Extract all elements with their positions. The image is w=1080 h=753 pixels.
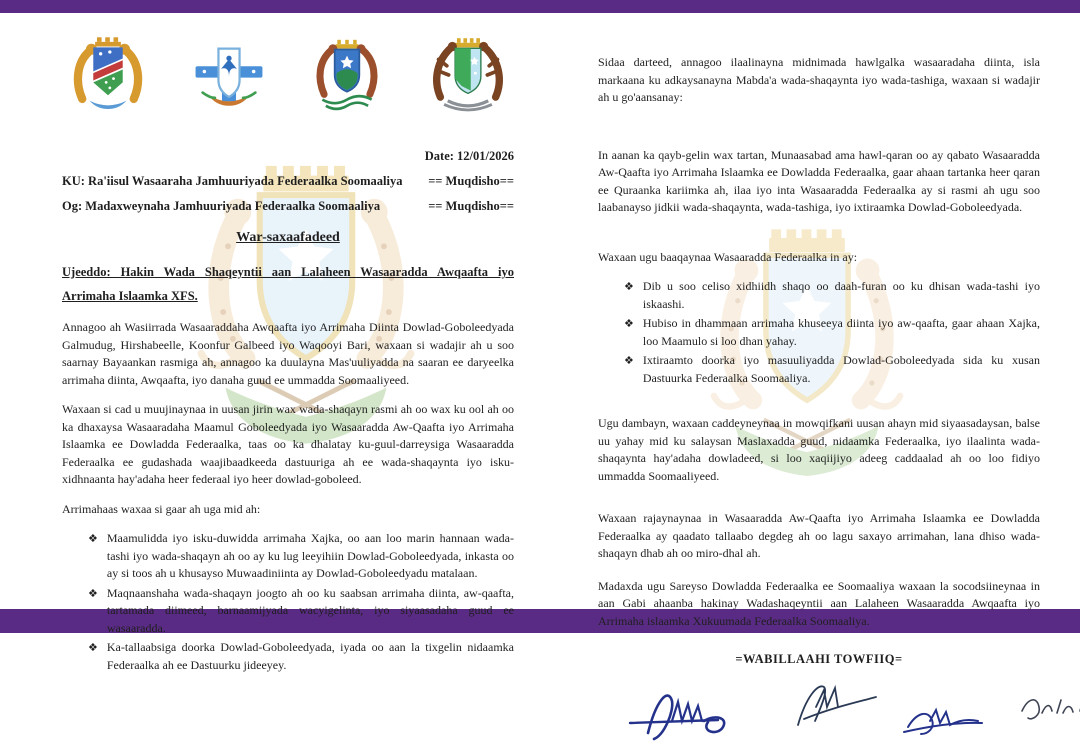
letter-page-1 (40, 13, 532, 672)
list-item: ❖ Hubiso in dhammaan arrimaha khuseeya diinta iyo aw-qaafta, gaar ahaan Xajka, loo Maamulo si loo dhan yahay. (624, 315, 1040, 350)
recipient-line-to (62, 174, 514, 189)
paragraph: Sidaa darteed, annagoo ilaalinayna midnimada hawlgalka wasaaradaha diinta, isla markaana ku adkaysanayna Mabda'a wada-shaqaynta iyo wada-tashiga, waxaan si wadajir ah u go'aansanay: (598, 55, 1040, 104)
state-emblems-row (62, 33, 514, 117)
paragraph: Waxaan si cad u muujinaynaa in uusan jirin wax wada-shaqayn rasmi ah oo wax ku ool ah oo ka dhaxaysa Wasaaradaha Maamul Goboleedyada iyo Wasaaradda Aw-Qaafta iyo Arrimaha Islaamka ee Dowladda Federaalka, taas oo ka dhalatay ku-guul-darreysiga Wasaaradda Federaalka ee gudashada waajibaadkeeda dastuuriga ah ee wada-shaqaynta iyo isku-xidhnaanta hay'adaha heer federaal iyo heer dowlad-goboleed. (62, 402, 514, 486)
list-item: ❖ Ka-tallaabsiga doorka Dowlad-Goboleedyada, iyada oo aan la tixgelin nidaamka Federaalka ah ee Dastuurku jideeyey. (88, 639, 514, 674)
subject-line: Ujeeddo: Hakin Wada Shaqeyntii aan Lalaheen Wasaaradda Awqaafta iyo Arrimaha Islaamka XFS. (62, 265, 514, 303)
hirshabelle-state-emblem (185, 34, 273, 116)
top-border-bar (0, 0, 1080, 13)
signature-3 (898, 693, 990, 739)
recipient-to-name: Ra'iisul Wasaaraha Jamhuuriyada Federaalka Soomaaliya (88, 174, 403, 188)
signatures-row (598, 671, 1040, 753)
paragraph: Ugu dambayn, waxaan caddeyneynaa in mowqifkani uusan ahayn mid siyaasadaysan, balse uu yahay mid ku salaysan Maslaxadda guud, nidaamka Federaalka, iyo ilaalinta wada-shaqaynta hay'adaha dowladeed, si loo xaqiijiyo adeeg caddaalad ah oo loo fidiyo ummadda Soomaaliyeed. (598, 416, 1040, 483)
southwest-state-emblem (303, 34, 391, 116)
diamond-bullet-icon: ❖ (624, 280, 634, 293)
paragraph: Annagoo ah Wasiirrada Wasaaraddaha Awqaafta iyo Arrimaha Diinta Dowlad-Goboleedyada Galmudug, Hirshabeelle, Koonfur Galbeed iyo Waqooyi Bari, waxaan si wadajir ah u soo saarnay Bayaankan rasmiga ah, annagoo ka duulayna Mas'uuliyadda na saaran ee daryeelka arrimaha diinta, Awqaafta, iyo danaha guud ee ummadda Soomaaliyeed. (62, 320, 514, 387)
signature-1 (626, 681, 758, 745)
closing-phrase: =WABILLAAHI TOWFIIQ= (735, 652, 903, 666)
date-line: Date: 12/01/2026 (424, 149, 514, 163)
list-intro: Arrimahaas waxaa si gaar ah uga mid ah: (62, 501, 261, 516)
page-1-content (40, 33, 532, 672)
recipient-to-label: KU: (62, 174, 85, 188)
paragraph: Madaxda ugu Sareyso Dowladda Federaalka ee Soomaaliya waxaan la socodsiineynaa in aan Gabi ahaanba hakinay Wadashaqeyntii aan Lalaheen Wasaaradda Awqaafta iyo Arrimaha islaamka Xukuumada Federaalka Soomaaliya. (598, 578, 1040, 628)
recipient-cc-text (62, 199, 380, 214)
puntland-state-emblem (422, 34, 514, 116)
galmudug-state-emblem (62, 34, 154, 116)
recipient-cc-name: Madaxweynaha Jamhuuriyada Federaalka Soomaaliya (85, 199, 381, 213)
recipient-cc-label: Og: (62, 199, 83, 213)
page-2-content (570, 54, 1070, 666)
issues-list (62, 530, 514, 674)
recipient-to-city: == Muqdisho== (428, 174, 514, 188)
letter-page-2 (570, 13, 1070, 666)
diamond-bullet-icon: ❖ (624, 354, 634, 367)
diamond-bullet-icon: ❖ (88, 532, 98, 545)
diamond-bullet-icon: ❖ (624, 317, 634, 330)
recipient-to-text (62, 174, 402, 189)
recipient-cc-city: == Muqdisho== (428, 199, 514, 213)
signature-2 (786, 675, 882, 735)
list-item: ❖ Maamulidda iyo isku-duwidda arrimaha Xajka, oo aan loo marin hannaan wada-tashi iyo wada-shaqayn ah oo ay ku lug leeyihiin Dowlad-Goboleedyada, inkasta oo ay si toos ah u khusayso Muwaadiniinta ay Dowlad-Goboleedyadu matalaan. (88, 530, 514, 583)
call-intro: Waxaan ugu baaqaynaa Wasaaradda Federaalka in ay: (598, 249, 858, 264)
document-title: War-saxaafadeed (236, 230, 340, 245)
signature-4 (1016, 683, 1080, 727)
demands-list (598, 278, 1040, 387)
diamond-bullet-icon: ❖ (88, 586, 98, 600)
paragraph: Waxaan rajaynaynaa in Wasaaradda Aw-Qaafta iyo Arrimaha Islaamka ee Dowladda Federaalka ay qaadato tallaabo degdeg ah oo lagu saxayo arrimahan, lana dhiso wada-shaqayn dhab ah oo miro-dhal ah. (598, 511, 1040, 560)
list-item: ❖ Dib u soo celiso xidhiidh shaqo oo daah-furan oo ku dhisan wada-tashi iyo iskaashi. (624, 278, 1040, 313)
recipient-line-cc (62, 199, 514, 214)
diamond-bullet-icon: ❖ (88, 641, 98, 654)
paragraph: In aanan ka qayb-gelin wax tartan, Munaasabad ama hawl-qaran oo ay qabato Wasaaradda Aw-Qaafta iyo Arrimaha Islaamka ee Dowladda Federaalka, gaar ahaan tartanka heer qaran ee Quraanka kariimka ah, ilaa iyo inta Wasaaradda Federaalka ay si rasmi ah ugu soo laabanayso jidkii wada-shaqaynta, wada-tashiga, iyo ixtiraamka Dowlad-Goboleedyada. (598, 147, 1040, 214)
list-item: ❖ Ixtiraamto doorka iyo masuuliyadda Dowlad-Goboleedyada sida ku xusan Dastuurka Federaalka Soomaaliya. (624, 352, 1040, 387)
list-item: ❖ Maqnaanshaha wada-shaqayn joogto ah oo ku saabsan arrimaha diinta, aw-qaafta, tartamada diimeed, barnaamijyada wacyigelinta, iyo siyaasadaha guud ee wasaaradda. (88, 585, 514, 638)
